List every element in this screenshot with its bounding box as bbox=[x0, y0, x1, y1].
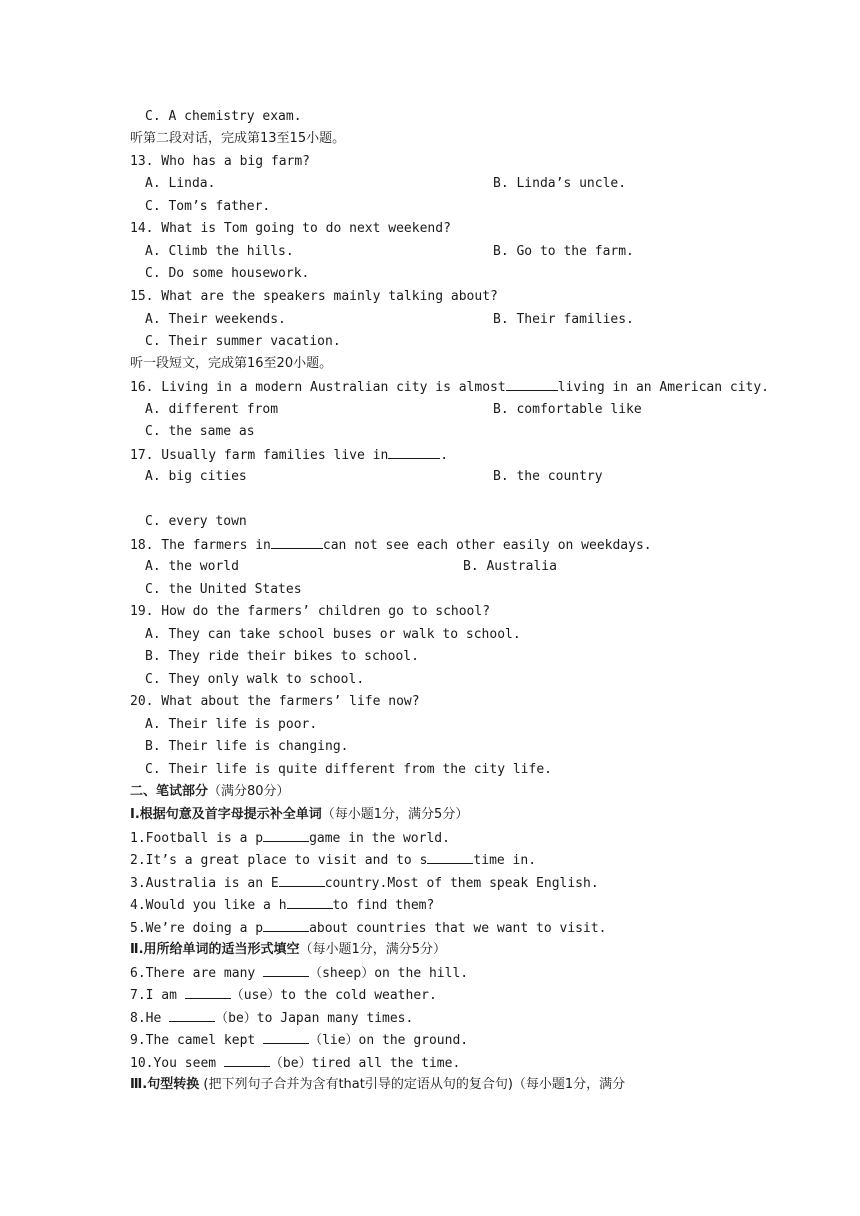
section1-item-4 bbox=[130, 896, 434, 915]
q16-option-a: A. different from bbox=[145, 402, 279, 417]
q18-option-c: C. the United States bbox=[145, 582, 302, 597]
q14-question: 14. What is Tom going to do next weekend? bbox=[130, 221, 451, 236]
item-text-before: 7.I am bbox=[130, 988, 185, 1003]
q18-after: can not see each other easily on weekdays. bbox=[322, 538, 652, 553]
dialog2-instruction: 听第二段对话，完成第13至15小题。 bbox=[130, 131, 346, 146]
q16-before: 16. Living in a modern Australian city is almost bbox=[130, 380, 506, 395]
answer-blank bbox=[263, 1031, 309, 1044]
q20-option-c: C. Their life is quite different from the city life. bbox=[145, 762, 552, 777]
item-text-after: （use）to the cold weather. bbox=[230, 988, 437, 1003]
q19-option-b: B. They ride their bikes to school. bbox=[145, 649, 419, 664]
q18-option-b: B. Australia bbox=[463, 559, 557, 574]
item-text-before: 2.It’s a great place to visit and to s bbox=[130, 853, 428, 868]
answer-blank bbox=[185, 986, 231, 999]
section3-heading bbox=[130, 1076, 625, 1094]
passage-instruction: 听一段短文，完成第16至20小题。 bbox=[130, 356, 333, 371]
answer-blank bbox=[263, 919, 309, 932]
q15-option-b: B. Their families. bbox=[493, 312, 634, 327]
item-text-after: country.Most of them speak English. bbox=[324, 876, 599, 891]
writing-heading-title: 二、笔试部分 bbox=[130, 784, 209, 799]
q17-option-b: B. the country bbox=[493, 469, 603, 484]
section2-heading bbox=[130, 941, 446, 959]
q13-option-a: A. Linda. bbox=[145, 176, 216, 191]
q14-option-c: C. Do some housework. bbox=[145, 266, 310, 281]
q14-option-a: A. Climb the hills. bbox=[145, 244, 294, 259]
q12-option-c: C. A chemistry exam. bbox=[145, 109, 302, 124]
section2-item-6 bbox=[130, 964, 468, 983]
answer-blank bbox=[279, 874, 325, 887]
q20-option-b: B. Their life is changing. bbox=[145, 739, 349, 754]
section3-note: (把下列句子合并为含有that引导的定语从句的复合句)（每小题1分，满分 bbox=[199, 1077, 626, 1092]
q18-blank bbox=[271, 536, 323, 549]
section2-item-10 bbox=[130, 1054, 460, 1073]
q17-option-c: C. every town bbox=[145, 514, 247, 529]
answer-blank bbox=[263, 964, 309, 977]
q13-option-b: B. Linda’s uncle. bbox=[493, 176, 627, 191]
q16-option-b: B. comfortable like bbox=[493, 402, 642, 417]
item-text-before: 6.There are many bbox=[130, 966, 264, 981]
q16-after: living in an American city. bbox=[557, 380, 770, 395]
answer-blank bbox=[224, 1054, 270, 1067]
item-text-after: about countries that we want to visit. bbox=[309, 921, 607, 936]
section2-score: （每小题1分，满分5分） bbox=[299, 942, 447, 957]
item-text-before: 8.He bbox=[130, 1011, 170, 1026]
q18-option-a: A. the world bbox=[145, 559, 239, 574]
answer-blank bbox=[263, 829, 309, 842]
section2-item-8 bbox=[130, 1009, 413, 1028]
q13-option-c: C. Tom’s father. bbox=[145, 199, 271, 214]
q13-question: 13. Who has a big farm? bbox=[130, 154, 311, 169]
q20-option-a: A. Their life is poor. bbox=[145, 717, 318, 732]
section2-item-9 bbox=[130, 1031, 468, 1050]
writing-heading-score: （满分80分） bbox=[208, 784, 290, 799]
answer-blank bbox=[287, 896, 333, 909]
q20-question: 20. What about the farmers’ life now? bbox=[130, 694, 420, 709]
section2-item-7 bbox=[130, 986, 437, 1005]
item-text-after: （lie）on the ground. bbox=[309, 1033, 469, 1048]
q17-before: 17. Usually farm families live in bbox=[130, 448, 389, 463]
answer-blank bbox=[169, 1009, 215, 1022]
item-text-before: 10.You seem bbox=[130, 1056, 224, 1071]
q17-option-a: A. big cities bbox=[145, 469, 247, 484]
section2-title: Ⅱ.用所给单词的适当形式填空 bbox=[130, 942, 300, 957]
item-text-after: game in the world. bbox=[309, 831, 450, 846]
section1-item-1 bbox=[130, 829, 450, 848]
writing-heading bbox=[130, 783, 290, 801]
section1-title: Ⅰ.根据句意及首字母提示补全单词 bbox=[130, 807, 322, 822]
q16-question bbox=[130, 378, 769, 397]
q18-question bbox=[130, 536, 652, 555]
q17-blank bbox=[388, 446, 440, 459]
q19-option-c: C. They only walk to school. bbox=[145, 672, 365, 687]
section1-score: （每小题1分，满分5分） bbox=[321, 807, 469, 822]
q19-option-a: A. They can take school buses or walk to school. bbox=[145, 627, 521, 642]
q18-before: 18. The farmers in bbox=[130, 538, 271, 553]
item-text-after: time in. bbox=[473, 853, 537, 868]
q16-option-c: C. the same as bbox=[145, 424, 255, 439]
q19-question: 19. How do the farmers’ children go to school? bbox=[130, 604, 491, 619]
q16-blank bbox=[506, 378, 558, 391]
item-text-after: （sheep）on the hill. bbox=[309, 966, 469, 981]
section1-heading bbox=[130, 806, 468, 824]
section1-item-5 bbox=[130, 919, 606, 938]
item-text-before: 1.Football is a p bbox=[130, 831, 264, 846]
answer-blank bbox=[427, 851, 473, 864]
section3-title: Ⅲ.句型转换 bbox=[130, 1077, 200, 1092]
item-text-after: to find them? bbox=[332, 898, 435, 913]
q17-after: . bbox=[440, 448, 449, 463]
q17-question bbox=[130, 446, 448, 465]
section1-item-2 bbox=[130, 851, 536, 870]
item-text-before: 9.The camel kept bbox=[130, 1033, 264, 1048]
section1-item-3 bbox=[130, 874, 599, 893]
q14-option-b: B. Go to the farm. bbox=[493, 244, 634, 259]
item-text-before: 4.Would you like a h bbox=[130, 898, 287, 913]
item-text-before: 3.Australia is an E bbox=[130, 876, 279, 891]
q15-question: 15. What are the speakers mainly talking about? bbox=[130, 289, 498, 304]
q15-option-c: C. Their summer vacation. bbox=[145, 334, 341, 349]
item-text-after: （be）to Japan many times. bbox=[215, 1011, 414, 1026]
item-text-before: 5.We’re doing a p bbox=[130, 921, 264, 936]
item-text-after: （be）tired all the time. bbox=[269, 1056, 461, 1071]
q15-option-a: A. Their weekends. bbox=[145, 312, 286, 327]
